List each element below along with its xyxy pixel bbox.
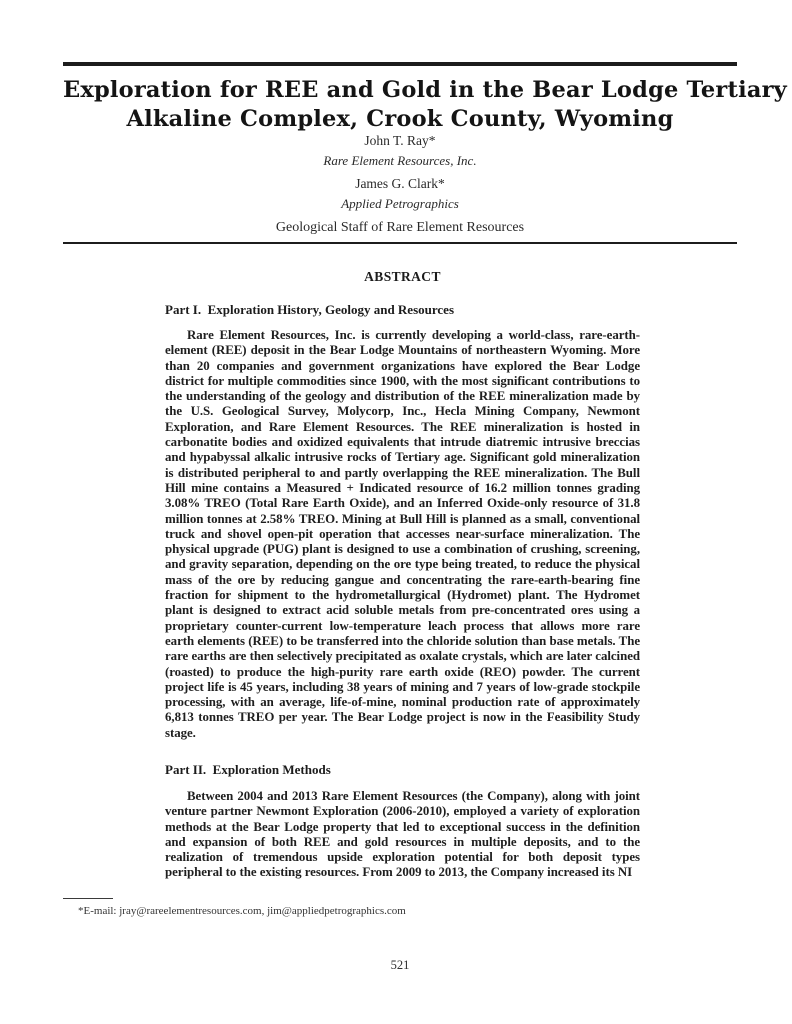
footnote-rule (63, 898, 113, 899)
abstract-heading: ABSTRACT (364, 269, 441, 284)
paper-title-line2: Alkaline Complex, Crook County, Wyoming (126, 106, 674, 132)
group-author: Geological Staff of Rare Element Resources (275, 220, 525, 235)
part2-paragraph: Between 2004 and 2013 Rare Element Resources (the Company), along with joint venture partner Newmont Exploration (2006-2010), employed a variety of exploration methods at the Bear Lodge property that led to exceptional success in the definition and expansion of both REE and gold resources in multiple deposits, and to the realization of tremendous upside exploration potential for both deposit types peripheral to the existing resources. From 2009 to 2013, the Company increased its NI (165, 789, 640, 880)
part2-heading: Part II. Exploration Methods (165, 762, 331, 777)
header-bottom-rule (63, 242, 737, 244)
author-name-2: James G. Clark* (355, 176, 445, 191)
page-number: 521 (390, 958, 410, 972)
author-affiliation-2: Applied Petrographics (341, 196, 459, 211)
author-affiliation-1: Rare Element Resources, Inc. (323, 153, 477, 168)
author-name-1: John T. Ray* (364, 133, 436, 148)
paper-title (63, 76, 787, 134)
header-top-rule (63, 62, 737, 66)
part1-paragraph: Rare Element Resources, Inc. is currently developing a world-class, rare-earth-element (REE) deposit in the Bear Lodge Mountains of northeastern Wyoming. More than 20 companies and government organizations have explored the Bear Lodge district for multiple commodities since 1900, with the most significant contributions to the understanding of the geology and distribution of the REE mineralization made by the U.S. Geological Survey, Molycorp, Inc., Hecla Mining Company, Newmont Exploration, and Rare Element Resources. The REE mineralization is hosted in carbonatite bodies and oxidized equivalents that intrude diatremic intrusive breccias and hypabyssal alkalic intrusive rocks of Tertiary age. Significant gold mineralization is distributed peripheral to and partly overlapping the REE mineralization. The Bull Hill mine contains a Measured + Indicated resource of 16.2 million tonnes grading 3.08% TREO (Total Rare Earth Oxide), and an Inferred Oxide-only resource of 31.8 million tonnes at 2.58% TREO. Mining at Bull Hill is planned as a small, conventional truck and shovel open-pit operation that accesses near-surface mineralization. The physical upgrade (PUG) plant is designed to use a combination of crushing, screening, and gravity separation, depending on the ore type being treated, to reduce the physical mass of the ore by reducing gangue and concentrating the rare-earth-bearing fine fraction for shipment to the hydrometallurgical (Hydromet) plant. The Hydromet plant is designed to extract acid soluble metals from pre-concentrated ores using a proprietary counter-current low-temperature leach process that allows more rare earth elements (REE) to be transferred into the chloride solution than base metals. The rare earths are then selectively precipitated as oxalate crystals, which are later calcined (roasted) to produce the high-purity rare earth oxide (REO) powder. The current project life is 45 years, including 38 years of mining and 7 years of low-grade stockpile processing, with an average, life-of-mine, nominal production rate of approximately 6,813 tonnes TREO per year. The Bear Lodge project is now in the Feasibility Study stage. (165, 328, 640, 740)
footnote-text: *E-mail: jray@rareelementresources.com, jim@appliedpetrographics.com (78, 905, 406, 917)
part1-heading: Part I. Exploration History, Geology and Resources (165, 302, 455, 317)
paper-title-line1: Exploration for REE and Gold in the Bear Lodge Tertiary (63, 77, 787, 103)
